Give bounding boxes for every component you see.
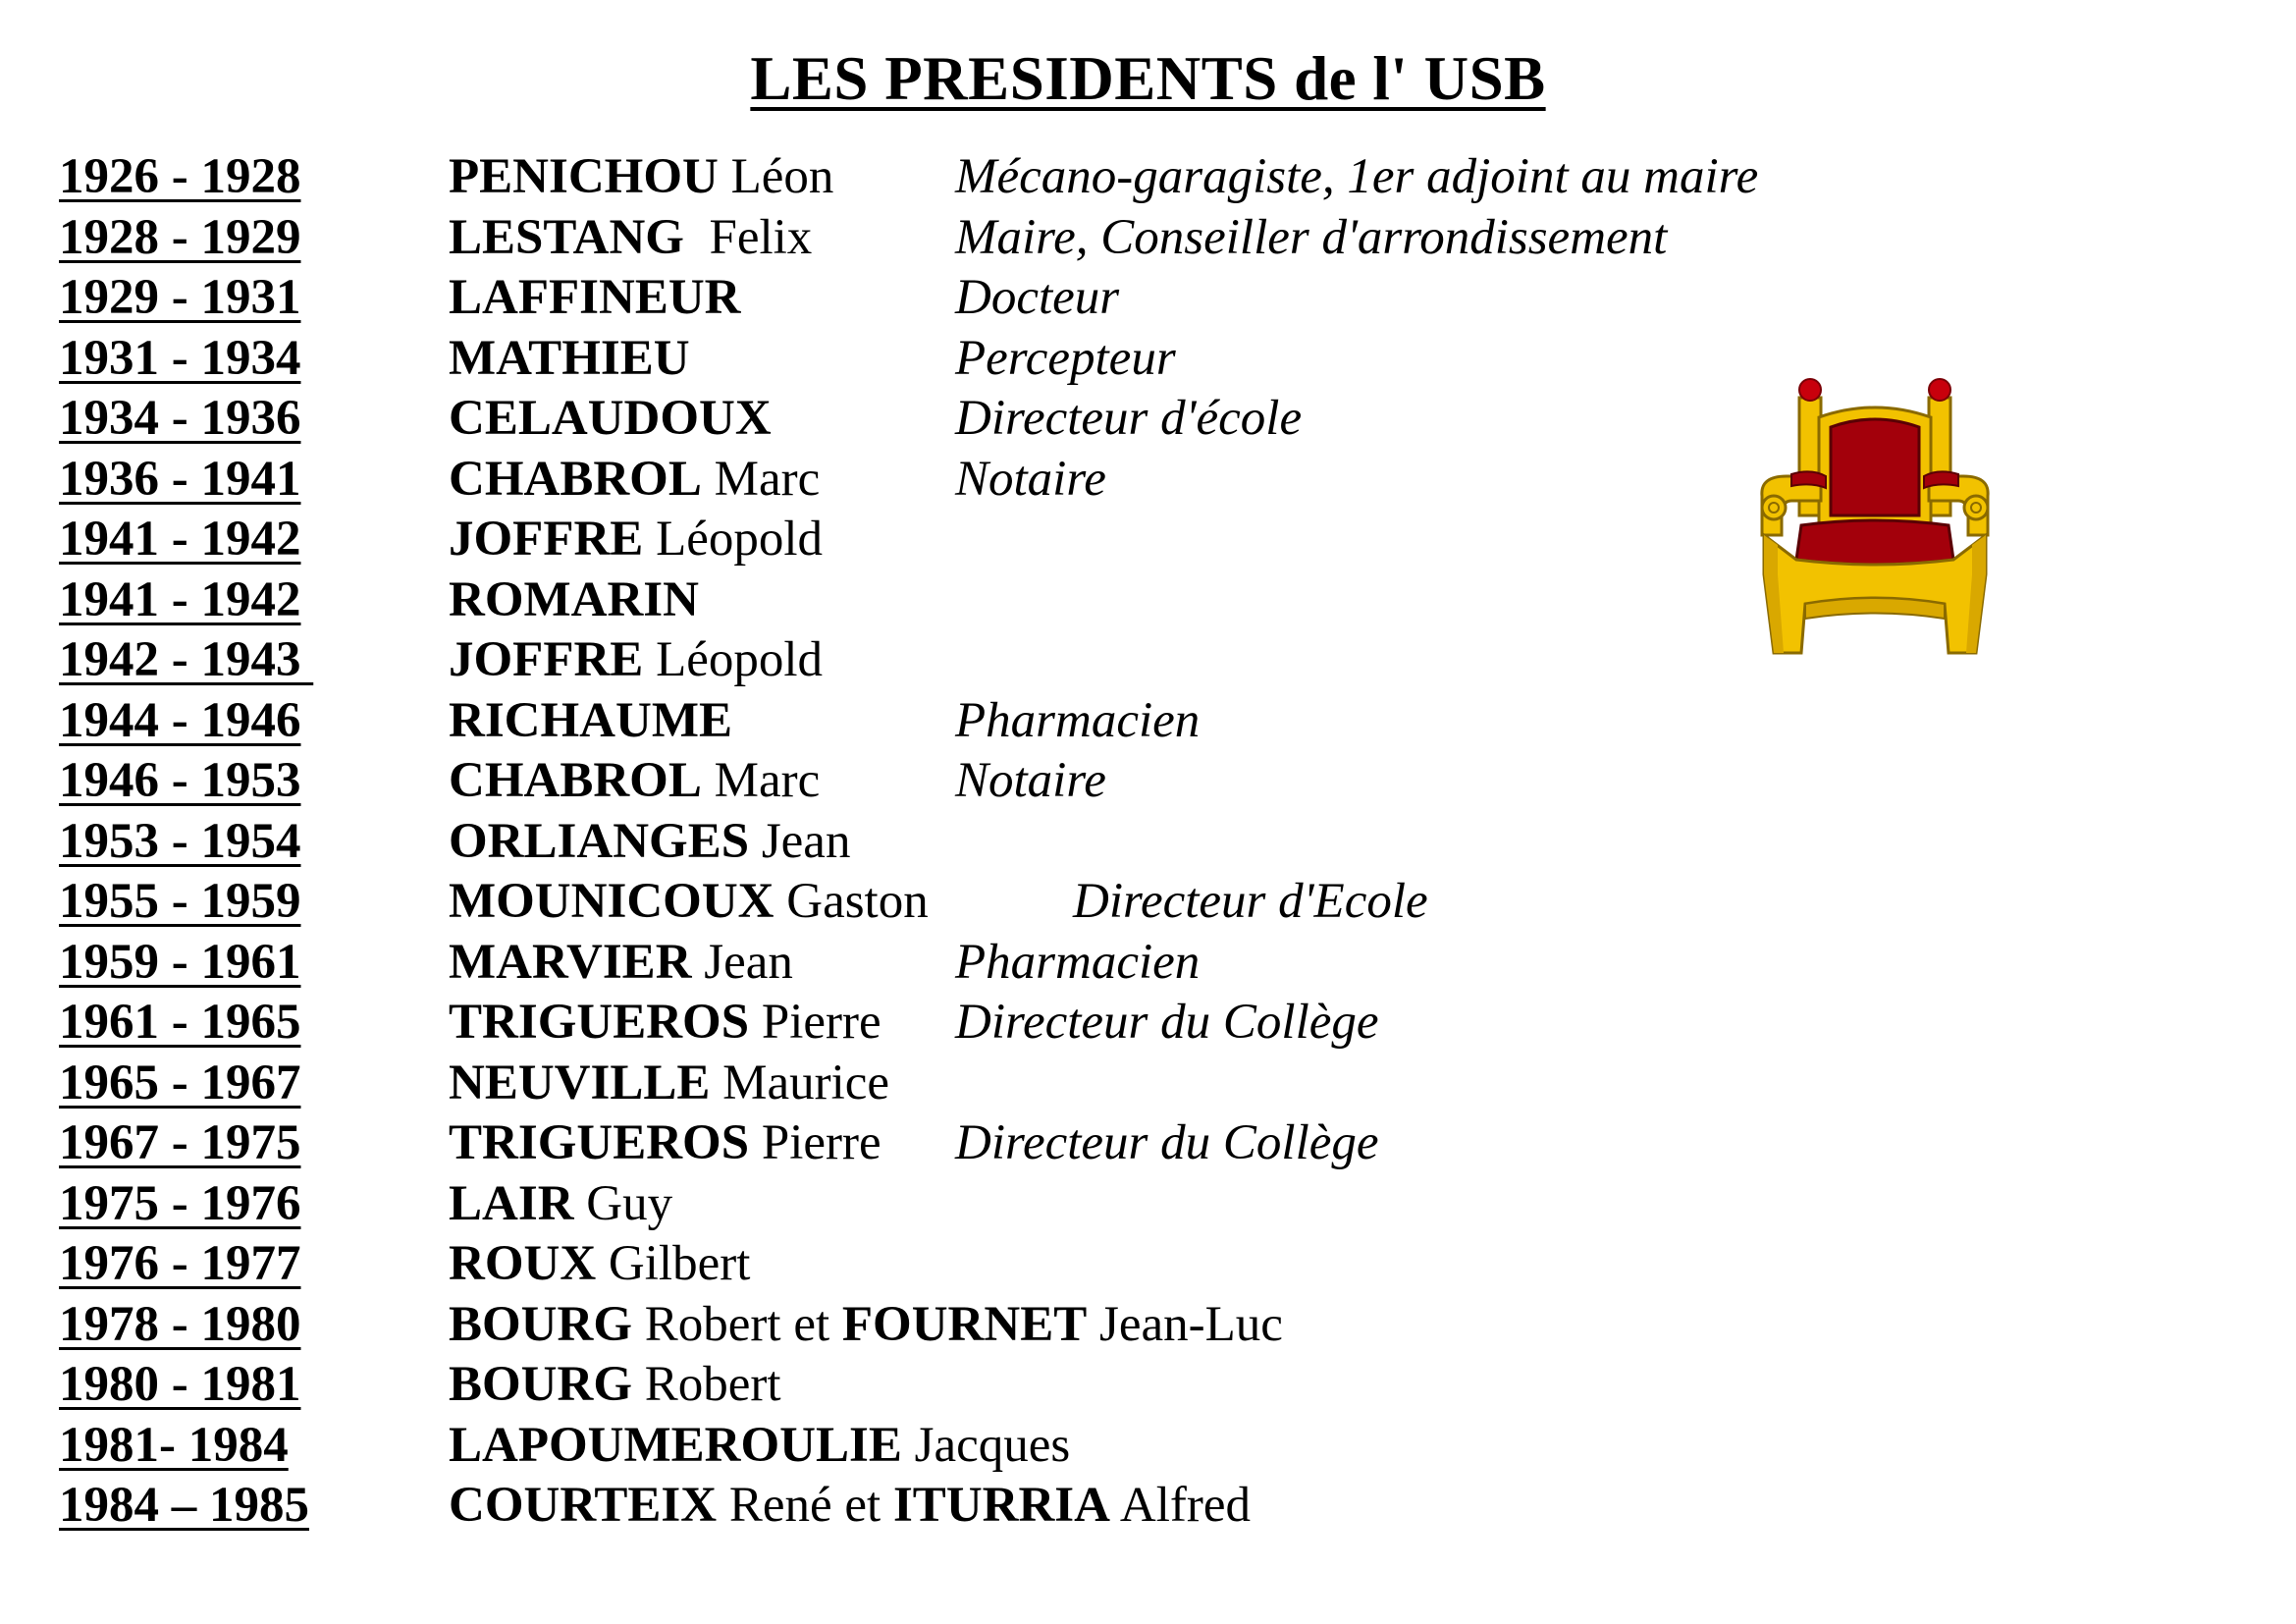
president-name <box>449 993 881 1054</box>
president-name <box>449 812 850 873</box>
president-name <box>449 1476 1251 1537</box>
profession: Notaire <box>955 451 1106 507</box>
second-first-name: Alfred <box>1110 1478 1252 1533</box>
profession: Directeur d'école <box>955 391 1303 446</box>
term-years: 1934 - 1936 <box>59 391 301 446</box>
president-row <box>0 751 2296 812</box>
surname: TRIGUEROS <box>449 1115 750 1170</box>
profession: Notaire <box>955 753 1106 808</box>
president-name <box>449 510 823 570</box>
president-row <box>0 933 2296 994</box>
profession: Pharmacien <box>955 934 1201 990</box>
term-years: 1975 - 1976 <box>59 1175 301 1231</box>
term-years: 1981- 1984 <box>59 1417 289 1473</box>
president-row <box>0 1174 2296 1235</box>
first-name: Gilbert <box>596 1236 751 1291</box>
surname: RICHAUME <box>449 692 732 748</box>
profession: Mécano-garagiste, 1er adjoint au maire <box>955 149 1759 204</box>
page-title: LES PRESIDENTS de l' USB <box>750 44 1546 113</box>
throne-icon <box>1752 378 1998 663</box>
president-row <box>0 691 2296 752</box>
surname: MOUNICOUX <box>449 874 774 929</box>
term-years: 1978 - 1980 <box>59 1296 301 1352</box>
president-name <box>449 1295 1283 1356</box>
president-name <box>449 268 741 329</box>
president-row <box>0 1113 2296 1174</box>
first-name: Felix <box>683 209 813 265</box>
profession: Maire, Conseiller d'arrondissement <box>955 209 1668 265</box>
president-row <box>0 208 2296 269</box>
first-name: Robert <box>632 1357 781 1412</box>
president-name <box>449 1113 881 1174</box>
president-name <box>449 389 772 450</box>
term-years: 1955 - 1959 <box>59 874 301 929</box>
term-years: 1942 - 1943 <box>59 632 314 687</box>
president-name <box>449 147 833 208</box>
first-name: Jean <box>749 813 851 869</box>
surname: ROMARIN <box>449 571 699 627</box>
surname: CELAUDOUX <box>449 391 772 446</box>
term-years: 1965 - 1967 <box>59 1055 301 1110</box>
term-years: 1931 - 1934 <box>59 330 301 386</box>
president-row <box>0 993 2296 1054</box>
president-name <box>449 1174 672 1235</box>
president-name <box>449 570 699 631</box>
first-name: Jean <box>691 934 793 990</box>
profession: Docteur <box>955 270 1120 325</box>
president-row <box>0 1234 2296 1295</box>
profession: Percepteur <box>955 330 1176 386</box>
term-years: 1941 - 1942 <box>59 512 301 567</box>
surname: LAPOUMEROULIE <box>449 1417 902 1473</box>
first-name: Robert et <box>632 1296 842 1352</box>
surname: BOURG <box>449 1296 633 1352</box>
profession: Directeur du Collège <box>955 1115 1379 1170</box>
surname: JOFFRE <box>449 632 644 687</box>
first-name: Léon <box>718 149 834 204</box>
term-years: 1929 - 1931 <box>59 270 301 325</box>
first-name: Marc <box>701 753 821 808</box>
term-years: 1967 - 1975 <box>59 1115 301 1170</box>
first-name: René et <box>717 1478 893 1533</box>
surname: CHABROL <box>449 451 702 507</box>
president-name <box>449 1416 1070 1477</box>
president-name <box>449 329 690 390</box>
profession: Directeur du Collège <box>955 995 1379 1050</box>
president-name <box>449 208 812 269</box>
surname: LAIR <box>449 1175 574 1231</box>
first-name: Pierre <box>749 995 881 1050</box>
surname: NEUVILLE <box>449 1055 711 1110</box>
president-row <box>0 872 2296 933</box>
term-years: 1928 - 1929 <box>59 209 301 265</box>
term-years: 1959 - 1961 <box>59 934 301 990</box>
surname: LESTANG <box>449 209 684 265</box>
president-row <box>0 1476 2296 1537</box>
second-first-name: Jean-Luc <box>1087 1296 1283 1352</box>
term-years: 1926 - 1928 <box>59 149 301 204</box>
presidents-list <box>0 147 2296 1537</box>
first-name: Marc <box>701 451 821 507</box>
president-row <box>0 812 2296 873</box>
surname: JOFFRE <box>449 512 644 567</box>
term-years: 1961 - 1965 <box>59 995 301 1050</box>
term-years: 1984 – 1985 <box>59 1478 309 1533</box>
president-row <box>0 147 2296 208</box>
president-name <box>449 933 793 994</box>
second-surname: ITURRIA <box>892 1478 1110 1533</box>
surname: MARVIER <box>449 934 692 990</box>
surname: ORLIANGES <box>449 813 750 869</box>
first-name: Jacques <box>901 1417 1071 1473</box>
first-name: Maurice <box>710 1055 890 1110</box>
surname: PENICHOU <box>449 149 719 204</box>
term-years: 1980 - 1981 <box>59 1357 301 1412</box>
term-years: 1976 - 1977 <box>59 1236 301 1291</box>
surname: COURTEIX <box>449 1478 718 1533</box>
president-name <box>449 872 929 933</box>
president-name <box>449 1234 750 1295</box>
first-name: Gaston <box>774 874 929 929</box>
president-row <box>0 1416 2296 1477</box>
president-row <box>0 1054 2296 1114</box>
first-name: Léopold <box>643 632 824 687</box>
surname: BOURG <box>449 1357 633 1412</box>
term-years: 1936 - 1941 <box>59 451 301 507</box>
president-row <box>0 1355 2296 1416</box>
second-surname: FOURNET <box>841 1296 1088 1352</box>
president-row <box>0 268 2296 329</box>
president-name <box>449 1054 889 1114</box>
profession: Directeur d'Ecole <box>1073 874 1428 929</box>
president-name <box>449 1355 781 1416</box>
president-name <box>449 630 823 691</box>
president-name <box>449 691 732 752</box>
president-name <box>449 751 820 812</box>
term-years: 1944 - 1946 <box>59 692 301 748</box>
president-name <box>449 450 820 511</box>
surname: MATHIEU <box>449 330 690 386</box>
term-years: 1953 - 1954 <box>59 813 301 869</box>
first-name: Guy <box>573 1175 673 1231</box>
surname: LAFFINEUR <box>449 270 741 325</box>
first-name: Léopold <box>643 512 824 567</box>
term-years: 1941 - 1942 <box>59 571 301 627</box>
surname: ROUX <box>449 1236 597 1291</box>
first-name: Pierre <box>749 1115 881 1170</box>
profession: Pharmacien <box>955 692 1201 748</box>
surname: TRIGUEROS <box>449 995 750 1050</box>
term-years: 1946 - 1953 <box>59 753 301 808</box>
president-row <box>0 1295 2296 1356</box>
surname: CHABROL <box>449 753 702 808</box>
